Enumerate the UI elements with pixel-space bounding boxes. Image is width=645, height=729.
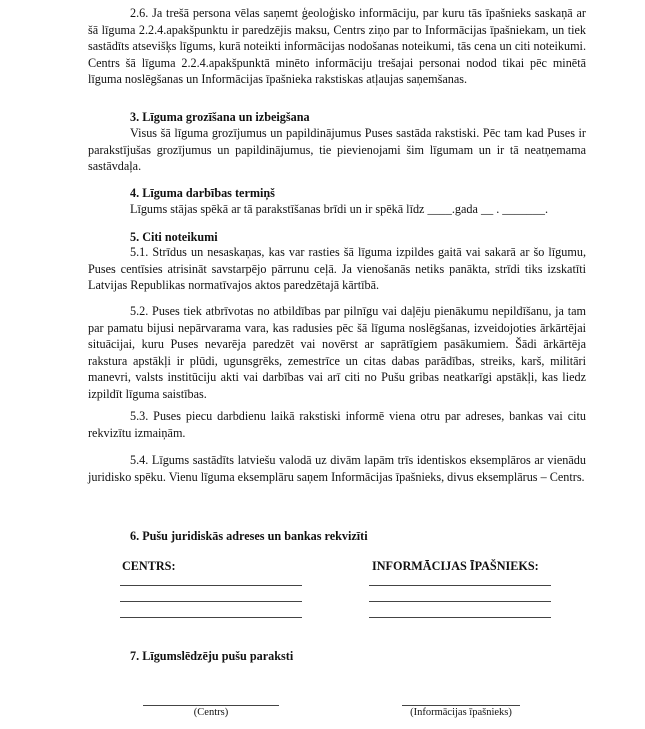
paragraph-5-3: 5.3. Puses piecu darbdienu laikā rakstiski informē viena otru par adreses, bankas vai citu rekvizītu izmaiņām.	[88, 409, 586, 440]
paragraph-3: Visus šā līguma grozījumus un papildinājumus Puses sastāda rakstiski. Pēc tam kad Puses ir parakstījušas grozījumus un papildinājumus, tie pievienojami šim līgumam un ir tā neatņemama sastāvdaļa.	[88, 126, 586, 173]
centrs-field-line-1	[120, 585, 302, 586]
section-5-heading: 5. Citi noteikumi	[130, 230, 218, 244]
owner-field-line-3	[369, 617, 551, 618]
section-7-heading: 7. Līgumslēdzēju pušu paraksti	[130, 649, 294, 663]
centrs-label: CENTRS:	[122, 559, 176, 573]
paragraph-4: Līgums stājas spēkā ar tā parakstīšanas brīdi un ir spēkā līdz ____.gada __ . _______.	[130, 202, 549, 216]
section-4-heading: 4. Līguma darbības termiņš	[130, 186, 275, 200]
paragraph-5-4: 5.4. Līgums sastādīts latviešu valodā uz divām lapām trīs identiskos eksemplāros ar vienādu juridisko spēku. Vienu līguma eksemplāru saņem Informācijas īpašnieks, divus eksemplārus – Centrs.	[88, 453, 586, 484]
centrs-signature-line	[143, 705, 279, 706]
owner-signature-line	[402, 705, 520, 706]
centrs-field-line-3	[120, 617, 302, 618]
centrs-field-line-2	[120, 601, 302, 602]
centrs-signature-caption: (Centrs)	[193, 707, 229, 718]
owner-label: INFORMĀCIJAS ĪPAŠNIEKS:	[372, 559, 539, 573]
paragraph-5-2: 5.2. Puses tiek atbrīvotas no atbildības par pilnīgu vai daļēju pienākumu nepildīšanu, ja tam par pamatu bijusi nepārvarama vara, kas radusies pēc šā līguma noslēgšanas, izveidojoties ārkārtējai situācijai, kuru Puses nevarēja paredzēt vai novērst ar saprātīgiem pasākumiem. Šādi ārkārtēja rakstura apstākļi ir plūdi, ugunsgrēks, zemestrīce un citas dabas parādības, streiks, karš, militāri manevri, valsts institūciju akti vai darbības vai arī citi no Pušu gribas neatkarīgi apstākļi, kas liedz izpildīt līguma saistības.	[88, 304, 586, 401]
section-3-heading: 3. Līguma grozīšana un izbeigšana	[130, 110, 310, 124]
owner-field-line-1	[369, 585, 551, 586]
owner-signature-caption: (Informācijas īpašnieks)	[410, 707, 512, 718]
owner-field-line-2	[369, 601, 551, 602]
paragraph-5-1: 5.1. Strīdus un nesaskaņas, kas var rasties šā līguma izpildes gaitā vai sakarā ar šo līgumu, Puses centīsies atrisināt savstarpējo pārrunu ceļā. Ja vienošanās netiks panākta, strīdi tiks izskatīti Latvijas Republikas normatīvajos aktos paredzētajā kārtībā.	[88, 245, 586, 292]
paragraph-2-6: 2.6. Ja trešā persona vēlas saņemt ģeoloģisko informāciju, par kuru tās īpašnieks saskaņā ar šā līguma 2.2.4.apakšpunktu ir paredzējis maksu, Centrs ziņo par to Informācijas īpašniekam, un tiek sastādīts atsevišķs līgums, kurā noteikti informācijas nodošanas noteikumi, tās cena un citi noteikumi. Centrs šā līguma 2.2.4.apakšpunktā minēto informāciju trešajai personai nodod tikai pēc minētā līguma noslēgšanas un Informācijas īpašnieka rakstiskas atļaujas saņemšanas.	[88, 6, 586, 86]
section-6-heading: 6. Pušu juridiskās adreses un bankas rekvizīti	[130, 529, 368, 543]
